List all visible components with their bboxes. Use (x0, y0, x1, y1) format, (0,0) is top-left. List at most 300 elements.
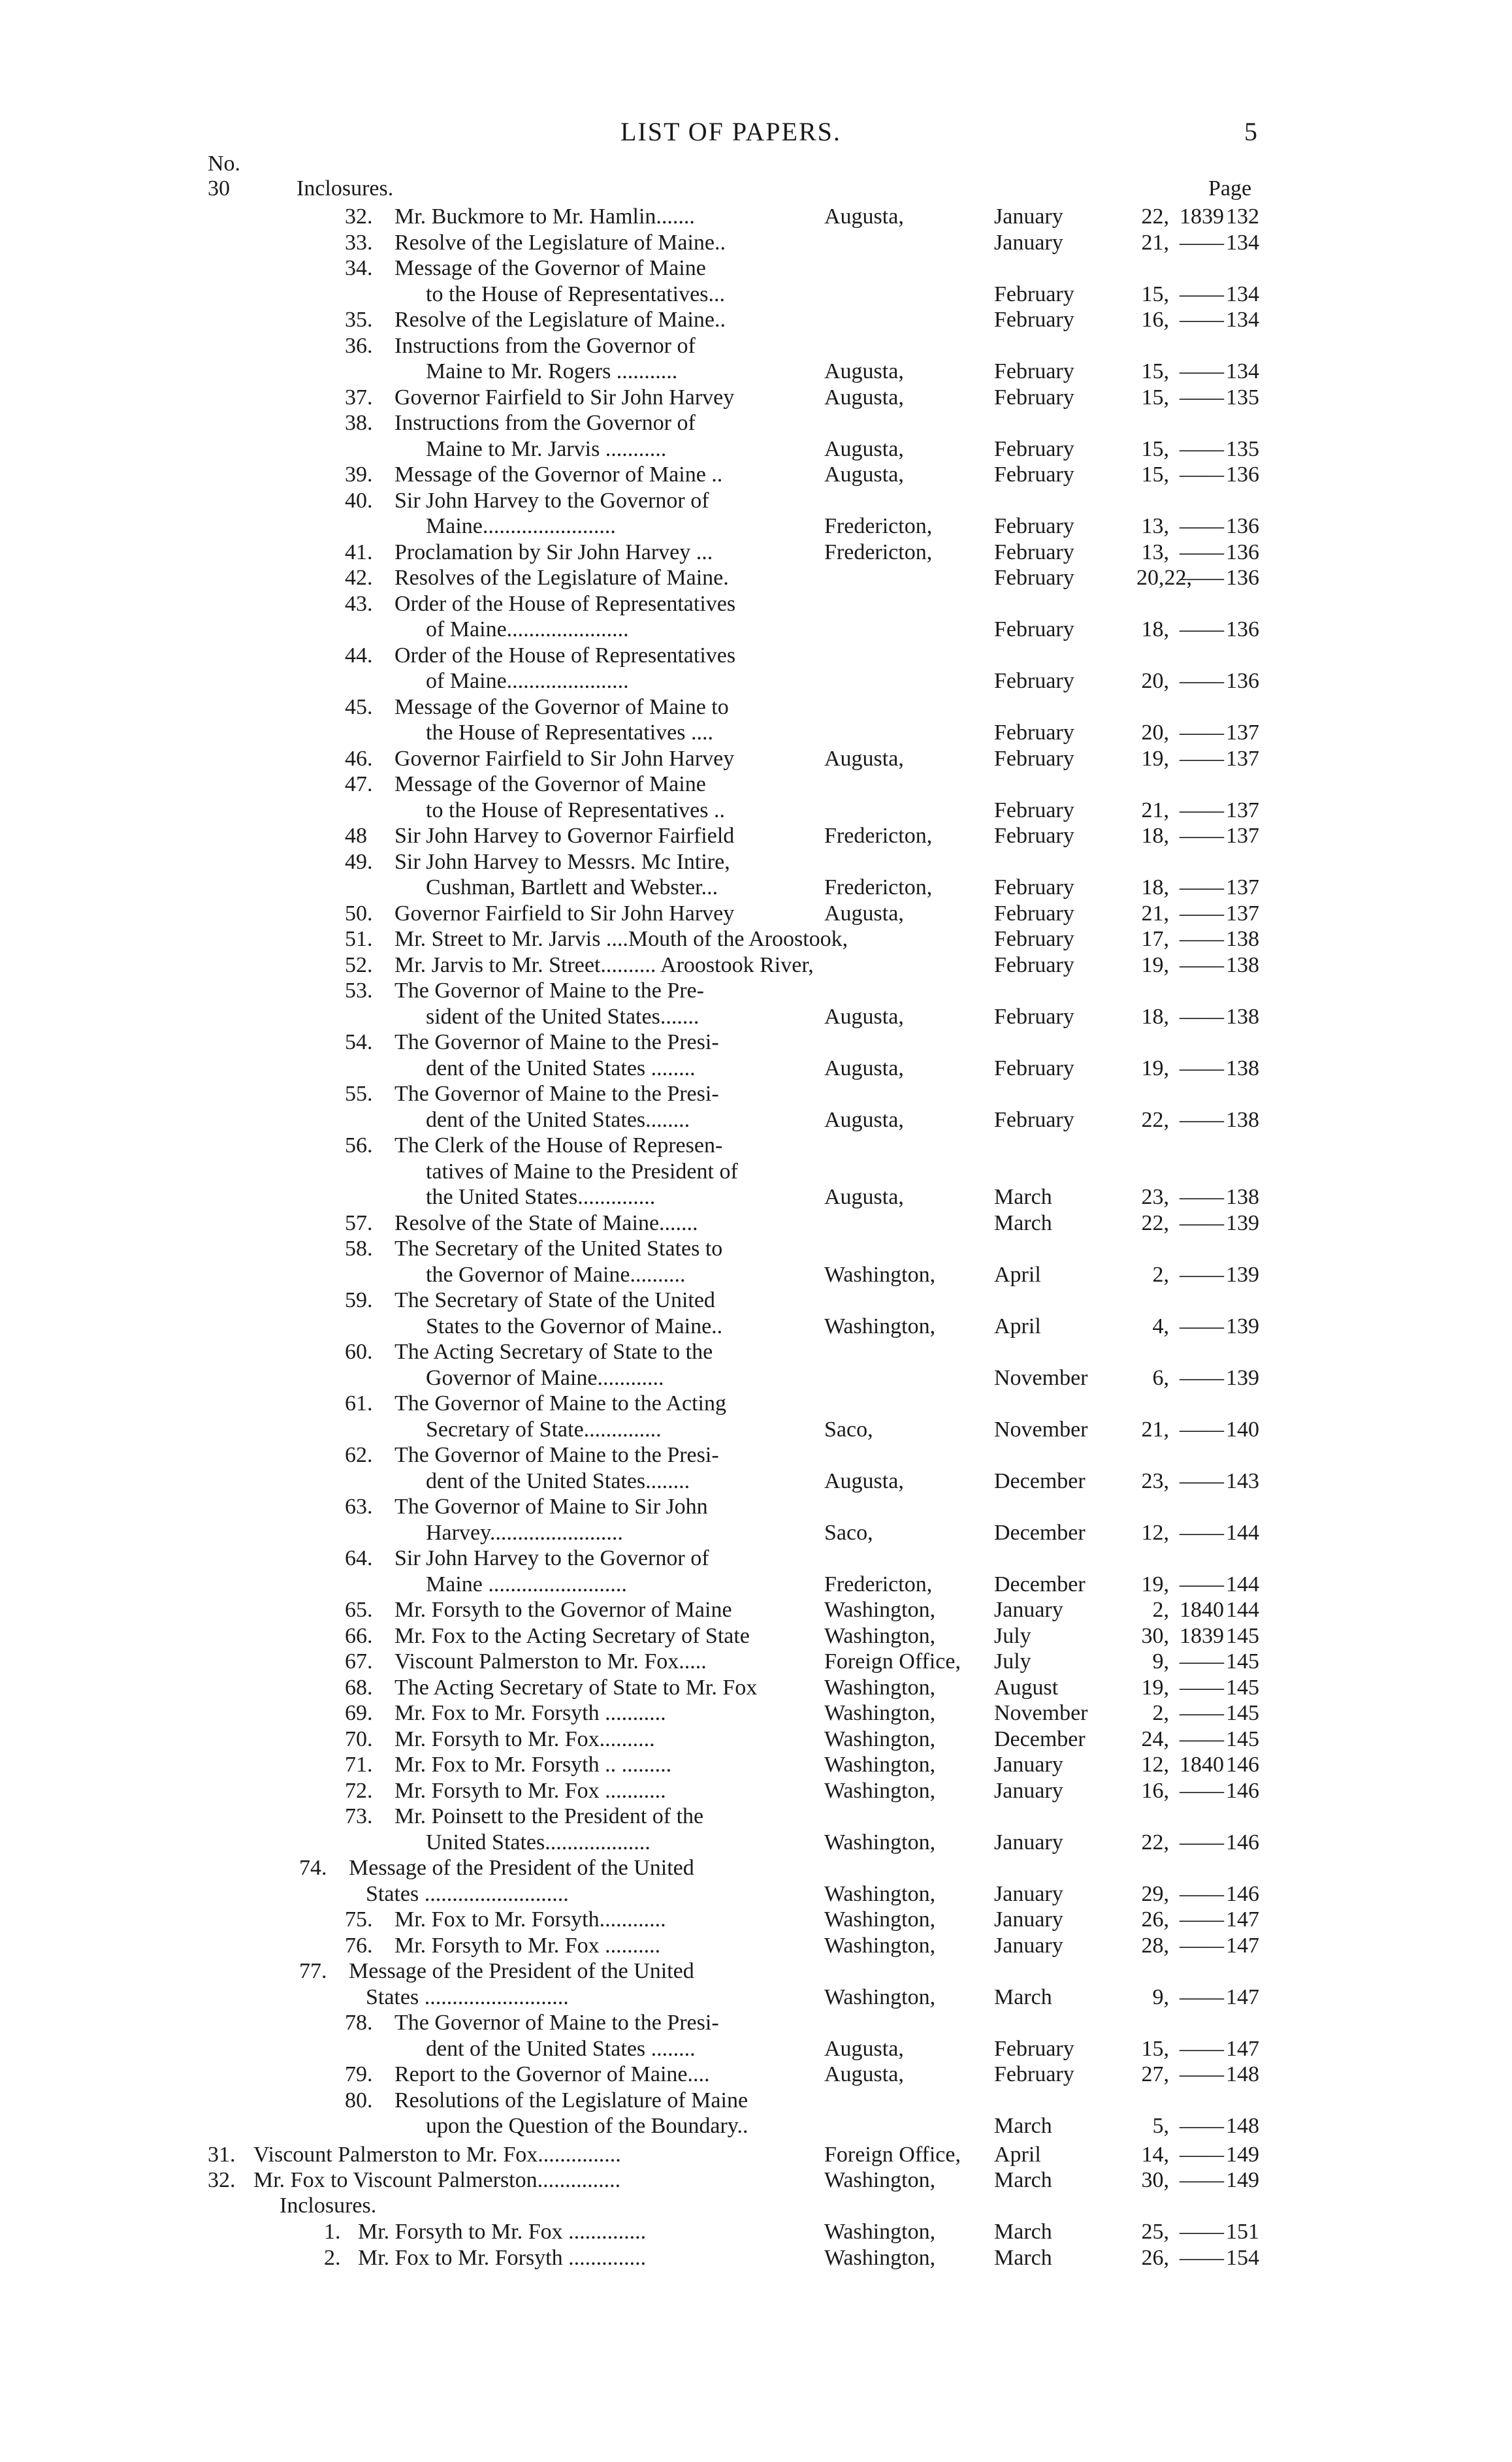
entry-place: Washington, (824, 1314, 936, 1338)
entry-place: Washington, (824, 1881, 936, 1906)
entry-year: —— (1180, 1933, 1224, 1958)
entry-number: 48 (345, 824, 367, 848)
entry-number: 63. (345, 1495, 373, 1519)
entry-number: 64. (345, 1546, 373, 1570)
entry-day: 12, (1141, 1753, 1169, 1777)
entry-day: 13, (1141, 540, 1169, 564)
entry-day: 25, (1141, 2220, 1169, 2244)
entry-page: 149 (1226, 2168, 1259, 2192)
entry-place: Augusta, (824, 1107, 904, 1132)
entry-description: Governor Fairfield to Sir John Harvey (394, 746, 735, 771)
entry-year: —— (1180, 1314, 1224, 1338)
entry-number: 68. (345, 1675, 373, 1700)
entry-year: —— (1180, 1468, 1224, 1493)
entry-description: Secretary of State.............. (426, 1417, 662, 1442)
entry-page: 145 (1226, 1623, 1259, 1648)
entry-year: —— (1180, 2245, 1224, 2270)
entry-page: 147 (1226, 1933, 1259, 1958)
entry-number: 76. (345, 1933, 373, 1958)
entry-day: 23, (1141, 1185, 1169, 1209)
entry-page: 138 (1226, 1107, 1259, 1132)
entry-place: Fredericton, (824, 824, 933, 848)
entry-number: 71. (345, 1753, 373, 1777)
entry-page: 145 (1226, 1701, 1259, 1725)
entry-day: 14, (1141, 2142, 1169, 2167)
entry-number: 50. (345, 901, 373, 926)
entry-description: The Governor of Maine to the Presi- (394, 1443, 719, 1467)
entry-number: 47. (345, 772, 373, 796)
entry-description: Mr. Fox to Mr. Forsyth ........... (394, 1701, 666, 1725)
entry-page: 136 (1226, 514, 1259, 538)
no-label: No. (208, 152, 241, 176)
entry-month: February (994, 462, 1074, 487)
entry-description: Governor Fairfield to Sir John Harvey (394, 385, 735, 410)
entry-description: Maine to Mr. Jarvis ........... (426, 436, 667, 461)
entry-year: —— (1180, 2168, 1224, 2192)
entry-place: Foreign Office, (824, 1649, 961, 1674)
entry-year: —— (1180, 566, 1224, 590)
entry-description: The Governor of Maine to the Presi- (394, 1030, 719, 1054)
entry-day: 23, (1141, 1468, 1169, 1493)
entry-month: March (994, 1984, 1052, 2009)
entry-place: Augusta, (824, 746, 904, 771)
entry-month: December (994, 1520, 1086, 1545)
entry-month: February (994, 514, 1074, 538)
entry-description: Viscount Palmerston to Mr. Fox............... (253, 2142, 621, 2167)
entry-description: The Governor of Maine to the Presi- (394, 2011, 719, 2035)
entry-year: —— (1180, 1417, 1224, 1442)
entry-number: 79. (345, 2062, 373, 2086)
entry-day: 18, (1141, 875, 1169, 899)
entry-description: of Maine...................... (426, 617, 629, 641)
entry-day: 16, (1141, 308, 1169, 332)
entry-description: Viscount Palmerston to Mr. Fox..... (394, 1649, 707, 1674)
entry-day: 28, (1141, 1933, 1169, 1958)
entry-number: 74. (299, 1856, 327, 1880)
entry-page: 136 (1226, 566, 1259, 590)
entry-number: 33. (345, 230, 373, 255)
entry-year: —— (1180, 1520, 1224, 1545)
entry-description: Message of the President of the United (349, 1959, 694, 1983)
entry-place: Washington, (824, 1753, 936, 1777)
entry-month: January (994, 1830, 1063, 1855)
entry-year: —— (1180, 798, 1224, 822)
entry-day: 15, (1141, 462, 1169, 487)
entry-description: Resolutions of the Legislature of Maine (394, 2088, 748, 2113)
entry-day: 13, (1141, 514, 1169, 538)
entry-number: 36. (345, 333, 373, 358)
entry-month: February (994, 798, 1074, 822)
entry-month: March (994, 2245, 1052, 2270)
entry-number: 56. (345, 1133, 373, 1158)
entry-year: —— (1180, 1056, 1224, 1080)
entry-month: February (994, 746, 1074, 771)
entry-page: 136 (1226, 669, 1259, 693)
entry-month: July (994, 1623, 1031, 1648)
page-title: LIST OF PAPERS. (620, 117, 841, 146)
entry-day: 21, (1141, 1417, 1169, 1442)
entry-number: 69. (345, 1701, 373, 1725)
entry-month: December (994, 1726, 1086, 1751)
entry-page: 149 (1226, 2142, 1259, 2167)
entry-day: 17, (1141, 927, 1169, 951)
entry-day: 5, (1152, 2114, 1169, 2138)
entry-year: —— (1180, 1881, 1224, 1906)
entry-number: 77. (299, 1959, 327, 1983)
entry-page: 137 (1226, 798, 1259, 822)
page-column-label: Page (1208, 176, 1252, 201)
entry-description: Governor of Maine............ (426, 1365, 664, 1390)
entry-year: —— (1180, 1185, 1224, 1209)
entry-number: 60. (345, 1340, 373, 1364)
entry-description: Mr. Forsyth to Mr. Fox.......... (394, 1726, 655, 1751)
entry-description: the United States.............. (426, 1185, 656, 1209)
entry-month: January (994, 1598, 1063, 1622)
entry-number: 46. (345, 746, 373, 771)
page-number: 5 (1244, 117, 1257, 146)
entry-page: 151 (1226, 2220, 1259, 2244)
entry-number: 66. (345, 1623, 373, 1648)
entry-year: —— (1180, 1365, 1224, 1390)
entry-place: Augusta, (824, 901, 904, 926)
entry-description: The Secretary of the United States to (394, 1237, 723, 1261)
entry-page: 146 (1226, 1778, 1259, 1803)
entry-place: Washington, (824, 1726, 936, 1751)
entry-year: —— (1180, 2114, 1224, 2138)
entry-description: Message of the Governor of Maine to (394, 694, 729, 719)
entry-page: 138 (1226, 1185, 1259, 1209)
entry-description: The Governor of Maine to the Presi- (394, 1082, 719, 1106)
entry-year: —— (1180, 1004, 1224, 1029)
entry-description: to the House of Representatives... (426, 282, 725, 306)
entry-place: Augusta, (824, 462, 904, 487)
entry-page: 139 (1226, 1314, 1259, 1338)
entry-number: 34. (345, 256, 373, 280)
entry-number: 61. (345, 1391, 373, 1416)
entry-place: Washington, (824, 1907, 936, 1932)
entry-description: United States................... (426, 1830, 651, 1855)
entry-number: 52. (345, 952, 373, 977)
entry-day: 22, (1141, 1107, 1169, 1132)
entry-number: 39. (345, 462, 373, 487)
entry-place: Augusta, (824, 1185, 904, 1209)
entry-day: 26, (1141, 1907, 1169, 1932)
entry-month: December (994, 1572, 1086, 1596)
entry-page: 135 (1226, 385, 1259, 410)
entry-description: Message of the Governor of Maine .. (394, 462, 723, 487)
entry-page: 135 (1226, 436, 1259, 461)
entry-description: sident of the United States....... (426, 1004, 700, 1029)
entry-day: 15, (1141, 282, 1169, 306)
entry-page: 134 (1226, 359, 1259, 383)
entry-month: February (994, 540, 1074, 564)
entry-day: 15, (1141, 385, 1169, 410)
entry-year: —— (1180, 2036, 1224, 2061)
entry-month: April (994, 1314, 1041, 1338)
entry-description: Mr. Fox to Mr. Forsyth............ (394, 1907, 666, 1932)
entry-month: February (994, 2062, 1074, 2086)
entry-month: January (994, 1907, 1063, 1932)
entry-day: 18, (1141, 824, 1169, 848)
entry-month: March (994, 1210, 1052, 1235)
entry-month: February (994, 669, 1074, 693)
entry-page: 145 (1226, 1649, 1259, 1674)
entry-description: upon the Question of the Boundary.. (426, 2114, 748, 2138)
entry-day: 2, (1152, 1701, 1169, 1725)
entry-page: 154 (1226, 2245, 1259, 2270)
entry-month: February (994, 1056, 1074, 1080)
entry-description: Mr. Fox to Mr. Forsyth .. ......... (394, 1753, 672, 1777)
entry-number: 80. (345, 2088, 373, 2113)
entry-place: Augusta, (824, 1056, 904, 1080)
entry-year: —— (1180, 1701, 1224, 1725)
entry-number: 51. (345, 927, 373, 951)
entry-place: Augusta, (824, 204, 904, 229)
entry-year: 1840 (1180, 1753, 1224, 1777)
entry-place: Foreign Office, (824, 2142, 961, 2167)
entry-page: 138 (1226, 927, 1259, 951)
entry-year: —— (1180, 1778, 1224, 1803)
entry-place: Saco, (824, 1520, 873, 1545)
entry-description: Report to the Governor of Maine.... (394, 2062, 710, 2086)
entry-month: July (994, 1649, 1031, 1674)
entry-page: 137 (1226, 824, 1259, 848)
entry-year: —— (1180, 901, 1224, 926)
entry-description: Resolves of the Legislature of Maine. (394, 566, 729, 590)
entry-day: 21, (1141, 230, 1169, 255)
entry-place: Washington, (824, 1262, 936, 1287)
paper-number: 30 (208, 176, 230, 201)
entry-year: —— (1180, 1984, 1224, 2009)
entry-year: —— (1180, 927, 1224, 951)
entry-month: April (994, 2142, 1041, 2167)
entry-day: 27, (1141, 2062, 1169, 2086)
entry-day: 19, (1141, 1675, 1169, 1700)
entry-description: the House of Representatives .... (426, 721, 713, 745)
entry-year: —— (1180, 2062, 1224, 2086)
entry-day: 30, (1141, 1623, 1169, 1648)
entry-month: February (994, 824, 1074, 848)
entry-day: 20, (1141, 721, 1169, 745)
entry-day: 20, (1141, 669, 1169, 693)
entry-number: 72. (345, 1778, 373, 1803)
entry-number: 55. (345, 1082, 373, 1106)
entry-number: 43. (345, 591, 373, 616)
entry-month: February (994, 436, 1074, 461)
entry-place: Saco, (824, 1417, 873, 1442)
entry-day: 6, (1152, 1365, 1169, 1390)
entry-page: 148 (1226, 2114, 1259, 2138)
entry-year: —— (1180, 230, 1224, 255)
entry-page: 137 (1226, 875, 1259, 899)
entry-description: dent of the United States ........ (426, 1056, 696, 1080)
entry-page: 132 (1226, 204, 1259, 229)
entry-description: Message of the Governor of Maine (394, 772, 706, 796)
entry-month: February (994, 2036, 1074, 2061)
entry-year: —— (1180, 514, 1224, 538)
entry-number: 62. (345, 1443, 373, 1467)
entry-day: 30, (1141, 2168, 1169, 2192)
entry-description: Mr. Forsyth to Mr. Fox ........... (394, 1778, 666, 1803)
entry-day: 26, (1141, 2245, 1169, 2270)
entry-place: Washington, (824, 1830, 936, 1855)
entry-place: Washington, (824, 2220, 936, 2244)
entry-place: Fredericton, (824, 540, 933, 564)
entry-description: The Clerk of the House of Represen- (394, 1133, 723, 1158)
entry-description: dent of the United States ........ (426, 2036, 696, 2061)
entry-description: The Secretary of State of the United (394, 1288, 715, 1312)
entry-description: Mr. Jarvis to Mr. Street.......... Aroostook River, (394, 952, 814, 977)
entry-number: 44. (345, 643, 373, 668)
entry-month: March (994, 2168, 1052, 2192)
entry-page: 146 (1226, 1881, 1259, 1906)
entry-page: 136 (1226, 540, 1259, 564)
entry-place: Washington, (824, 1598, 936, 1622)
entry-description: The Acting Secretary of State to Mr. Fox (394, 1675, 758, 1700)
entry-year: —— (1180, 282, 1224, 306)
entry-year: —— (1180, 436, 1224, 461)
entry-description: Instructions from the Governor of (394, 411, 696, 435)
entry-place: Washington, (824, 1701, 936, 1725)
entry-month: January (994, 1933, 1063, 1958)
entry-year: —— (1180, 2220, 1224, 2244)
entry-page: 134 (1226, 282, 1259, 306)
entry-year: —— (1180, 617, 1224, 641)
entry-place: Augusta, (824, 2062, 904, 2086)
entry-day: 19, (1141, 746, 1169, 771)
entry-day: 15, (1141, 436, 1169, 461)
entry-description: States .......................... (366, 1881, 569, 1906)
entry-year: 1840 (1180, 1598, 1224, 1622)
entry-description: Resolve of the State of Maine....... (394, 1210, 698, 1235)
entry-year: —— (1180, 1830, 1224, 1855)
entry-page: 143 (1226, 1468, 1259, 1493)
entry-number: 35. (345, 308, 373, 332)
entry-month: February (994, 566, 1074, 590)
entry-day: 19, (1141, 1056, 1169, 1080)
entry-number: 32. (345, 204, 373, 229)
entry-day: 9, (1152, 1984, 1169, 2009)
entry-page: 146 (1226, 1830, 1259, 1855)
entry-page: 138 (1226, 1056, 1259, 1080)
entry-month: February (994, 385, 1074, 410)
entry-page: 138 (1226, 952, 1259, 977)
entry-description: Order of the House of Representatives (394, 643, 736, 668)
entry-place: Augusta, (824, 436, 904, 461)
entry-description: dent of the United States........ (426, 1107, 690, 1132)
entry-number: 54. (345, 1030, 373, 1054)
entry-page: 139 (1226, 1262, 1259, 1287)
entry-year: —— (1180, 1907, 1224, 1932)
entry-description: Mr. Buckmore to Mr. Hamlin....... (394, 204, 695, 229)
entry-number: 65. (345, 1598, 373, 1622)
entry-day: 2, (1152, 1262, 1169, 1287)
entry-description: States .......................... (366, 1984, 569, 2009)
entry-year: —— (1180, 824, 1224, 848)
entry-place: Washington, (824, 1623, 936, 1648)
entry-month: February (994, 308, 1074, 332)
entry-year: 1839 (1180, 1623, 1224, 1648)
entry-day: 21, (1141, 798, 1169, 822)
entry-month: August (994, 1675, 1059, 1700)
inclosures-label: Inclosures. (297, 176, 394, 201)
entry-description: Cushman, Bartlett and Webster... (426, 875, 718, 899)
entry-page: 145 (1226, 1726, 1259, 1751)
entry-day: 20,22, (1136, 566, 1192, 590)
entry-page: 144 (1226, 1520, 1259, 1545)
entry-description: Maine to Mr. Rogers ........... (426, 359, 678, 383)
entry-page: 147 (1226, 2036, 1259, 2061)
entry-description: The Acting Secretary of State to the (394, 1340, 713, 1364)
entry-day: 2, (1152, 1598, 1169, 1622)
entry-year: —— (1180, 308, 1224, 332)
entry-month: February (994, 282, 1074, 306)
entry-year: —— (1180, 1262, 1224, 1287)
entry-year: —— (1180, 1210, 1224, 1235)
entry-day: 22, (1141, 1830, 1169, 1855)
entry-description: Resolve of the Legislature of Maine.. (394, 308, 726, 332)
entry-day: 21, (1141, 901, 1169, 926)
entry-year: —— (1180, 1649, 1224, 1674)
entry-day: 12, (1141, 1520, 1169, 1545)
entry-page: 137 (1226, 901, 1259, 926)
entry-description: Mr. Fox to Viscount Palmerston............... (253, 2168, 621, 2192)
entry-month: February (994, 721, 1074, 745)
entry-page: 144 (1226, 1598, 1259, 1622)
entry-place: Washington, (824, 1984, 936, 2009)
entry-description: Sir John Harvey to Messrs. Mc Intire, (394, 849, 730, 874)
entry-number: 53. (345, 979, 373, 1003)
entry-place: Washington, (824, 1933, 936, 1958)
entry-description: Mr. Fox to Mr. Forsyth .............. (358, 2245, 647, 2270)
entry-number: 32. (208, 2168, 236, 2192)
entry-description: Mr. Poinsett to the President of the (394, 1804, 704, 1828)
entry-description: Message of the Governor of Maine (394, 256, 706, 280)
entry-year: —— (1180, 540, 1224, 564)
entry-number: 41. (345, 540, 373, 564)
entry-page: 144 (1226, 1572, 1259, 1596)
entry-page: 147 (1226, 1984, 1259, 2009)
entry-description: Maine........................ (426, 514, 616, 538)
entry-description: Mr. Fox to the Acting Secretary of State (394, 1623, 750, 1648)
entry-page: 146 (1226, 1753, 1259, 1777)
entry-description: Mr. Forsyth to Mr. Fox .......... (394, 1933, 661, 1958)
entry-description: Message of the President of the United (349, 1856, 694, 1880)
entry-month: April (994, 1262, 1041, 1287)
entry-description: States to the Governor of Maine.. (426, 1314, 723, 1338)
entry-page: 137 (1226, 721, 1259, 745)
entry-month: February (994, 927, 1074, 951)
entry-place: Washington, (824, 2245, 936, 2270)
entry-number: 73. (345, 1804, 373, 1828)
entry-page: 139 (1226, 1210, 1259, 1235)
entry-year: —— (1180, 359, 1224, 383)
entry-month: February (994, 359, 1074, 383)
entry-day: 16, (1141, 1778, 1169, 1803)
entry-day: 15, (1141, 2036, 1169, 2061)
entry-description: Instructions from the Governor of (394, 333, 696, 358)
entry-page: 148 (1226, 2062, 1259, 2086)
entry-page: 137 (1226, 746, 1259, 771)
entry-description: Harvey........................ (426, 1520, 623, 1545)
entry-page: 145 (1226, 1675, 1259, 1700)
entry-day: 15, (1141, 359, 1169, 383)
entry-place: Fredericton, (824, 514, 933, 538)
entry-description: Proclamation by Sir John Harvey ... (394, 540, 713, 564)
entry-month: February (994, 901, 1074, 926)
entry-number: 40. (345, 488, 373, 513)
entry-description: Sir John Harvey to the Governor of (394, 1546, 709, 1570)
